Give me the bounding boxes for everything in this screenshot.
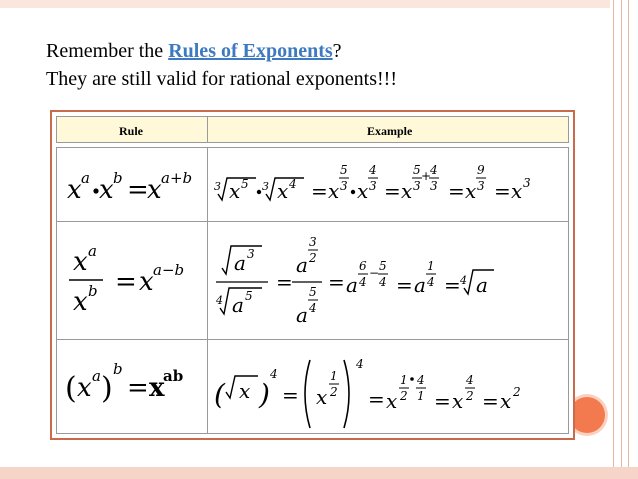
intro-text [46, 37, 397, 93]
svg-text:=: = [482, 389, 499, 413]
svg-text:+: + [421, 169, 432, 183]
svg-text:3: 3 [477, 179, 485, 193]
svg-text:): ) [101, 371, 113, 406]
frame-bottom [0, 467, 638, 479]
svg-text:3: 3 [523, 176, 531, 190]
svg-text:x: x [239, 379, 251, 403]
svg-text:a−b: a−b [153, 261, 185, 279]
rule-product-formula [63, 156, 203, 214]
svg-text:x: x [277, 179, 289, 203]
header-rule: Rule [119, 124, 143, 138]
intro-suffix: ? [332, 40, 342, 62]
rules-of-exponents-link[interactable]: Rules of Exponents [168, 40, 333, 62]
svg-text:=: = [448, 179, 465, 203]
svg-text:a: a [346, 273, 358, 297]
svg-text:4: 4 [216, 294, 223, 307]
svg-text:a: a [88, 242, 97, 260]
rule-power-formula [63, 346, 203, 436]
svg-text:x: x [511, 179, 523, 203]
svg-text:5: 5 [413, 163, 421, 177]
svg-text:x: x [452, 389, 464, 413]
intro-line-1 [46, 37, 397, 65]
svg-text:a: a [92, 367, 101, 385]
svg-text:4: 4 [427, 275, 435, 289]
svg-text:x: x [328, 179, 340, 203]
svg-text:3: 3 [413, 179, 421, 193]
svg-text:=: = [396, 273, 413, 297]
svg-text:x: x [139, 267, 154, 297]
svg-text:=: = [115, 267, 137, 297]
svg-text:5: 5 [379, 259, 387, 273]
svg-text:1: 1 [330, 369, 338, 383]
svg-text:3: 3 [369, 179, 377, 193]
svg-text:=: = [282, 383, 299, 407]
svg-text:2: 2 [513, 385, 521, 399]
svg-text:4: 4 [289, 177, 297, 191]
svg-text:4: 4 [359, 275, 367, 289]
frame-line [613, 0, 614, 479]
svg-text:ab: ab [163, 367, 184, 385]
svg-text:(: ( [65, 371, 77, 406]
frame-line [621, 0, 622, 479]
rules-table [50, 110, 575, 440]
svg-text:x: x [99, 175, 114, 205]
svg-text:3: 3 [340, 179, 348, 193]
svg-text:x: x [147, 175, 162, 205]
svg-text:3: 3 [430, 179, 438, 193]
svg-text:x: x [386, 389, 398, 413]
svg-text:3: 3 [247, 247, 255, 261]
svg-text:x: x [67, 175, 82, 205]
svg-text:3: 3 [262, 180, 269, 193]
svg-text:−: − [369, 266, 380, 280]
svg-text:x: x [73, 247, 88, 277]
svg-text:1: 1 [427, 259, 435, 273]
table-body [56, 147, 569, 434]
svg-text:9: 9 [477, 163, 485, 177]
svg-text:5: 5 [340, 163, 348, 177]
svg-text:): ) [259, 378, 270, 411]
svg-text:=: = [384, 179, 401, 203]
svg-text:a: a [414, 273, 426, 297]
svg-text:=: = [311, 179, 328, 203]
example-quotient [212, 228, 572, 332]
svg-text:2: 2 [309, 251, 317, 265]
svg-text:a: a [296, 303, 308, 327]
svg-text:b: b [113, 169, 123, 187]
svg-text:4: 4 [270, 367, 278, 381]
svg-text:b: b [113, 360, 123, 378]
svg-text:=: = [368, 387, 385, 411]
header-example: Example [367, 124, 413, 138]
svg-text:x: x [149, 373, 165, 403]
svg-text:x: x [500, 389, 512, 413]
svg-text:a: a [81, 169, 90, 187]
svg-text:1: 1 [417, 389, 425, 403]
row-divider [57, 221, 568, 222]
svg-text:x: x [465, 179, 477, 203]
svg-text:2: 2 [466, 389, 474, 403]
svg-text:4: 4 [379, 275, 387, 289]
svg-text:3: 3 [214, 180, 221, 193]
svg-text:x: x [73, 287, 88, 317]
frame-top [0, 0, 638, 8]
row-divider [57, 339, 568, 340]
svg-text:=: = [127, 175, 149, 205]
svg-text:x: x [77, 373, 92, 403]
example-product [212, 156, 572, 214]
svg-text:=: = [276, 270, 293, 294]
column-divider [207, 148, 208, 433]
svg-text:a: a [234, 251, 246, 275]
example-power [212, 346, 572, 436]
svg-text:b: b [88, 282, 98, 300]
svg-text:4: 4 [460, 274, 467, 287]
svg-text:(: ( [214, 378, 225, 411]
svg-text:2: 2 [330, 385, 338, 399]
frame-right [610, 0, 638, 479]
svg-text:6: 6 [359, 259, 367, 273]
svg-text:1: 1 [400, 373, 408, 387]
svg-text:=: = [444, 273, 461, 297]
svg-text:a: a [296, 253, 308, 277]
svg-text:4: 4 [430, 163, 438, 177]
svg-text:x: x [357, 179, 369, 203]
svg-text:5: 5 [309, 285, 317, 299]
svg-text:=: = [434, 389, 451, 413]
svg-text:=: = [127, 373, 149, 403]
svg-text:a: a [476, 273, 488, 297]
svg-text:4: 4 [309, 301, 317, 315]
svg-text:x: x [401, 179, 413, 203]
svg-text:=: = [328, 270, 345, 294]
svg-text:2: 2 [400, 389, 408, 403]
svg-text:=: = [494, 179, 511, 203]
svg-text:4: 4 [356, 357, 364, 371]
frame-line [628, 0, 629, 479]
svg-text:4: 4 [417, 373, 425, 387]
svg-text:5: 5 [241, 177, 249, 191]
svg-text:5: 5 [245, 289, 253, 303]
header-divider [207, 117, 208, 142]
svg-text:a+b: a+b [161, 169, 193, 187]
svg-text:4: 4 [369, 163, 377, 177]
intro-line-2: They are still valid for rational exponents!!! [46, 68, 397, 90]
rule-quotient-formula [63, 228, 203, 332]
svg-text:3: 3 [309, 235, 317, 249]
table-header [56, 116, 569, 143]
svg-text:4: 4 [466, 373, 474, 387]
svg-text:a: a [232, 293, 244, 317]
svg-text:x: x [229, 179, 241, 203]
intro-prefix: Remember the [46, 40, 169, 62]
svg-text:x: x [316, 385, 328, 409]
